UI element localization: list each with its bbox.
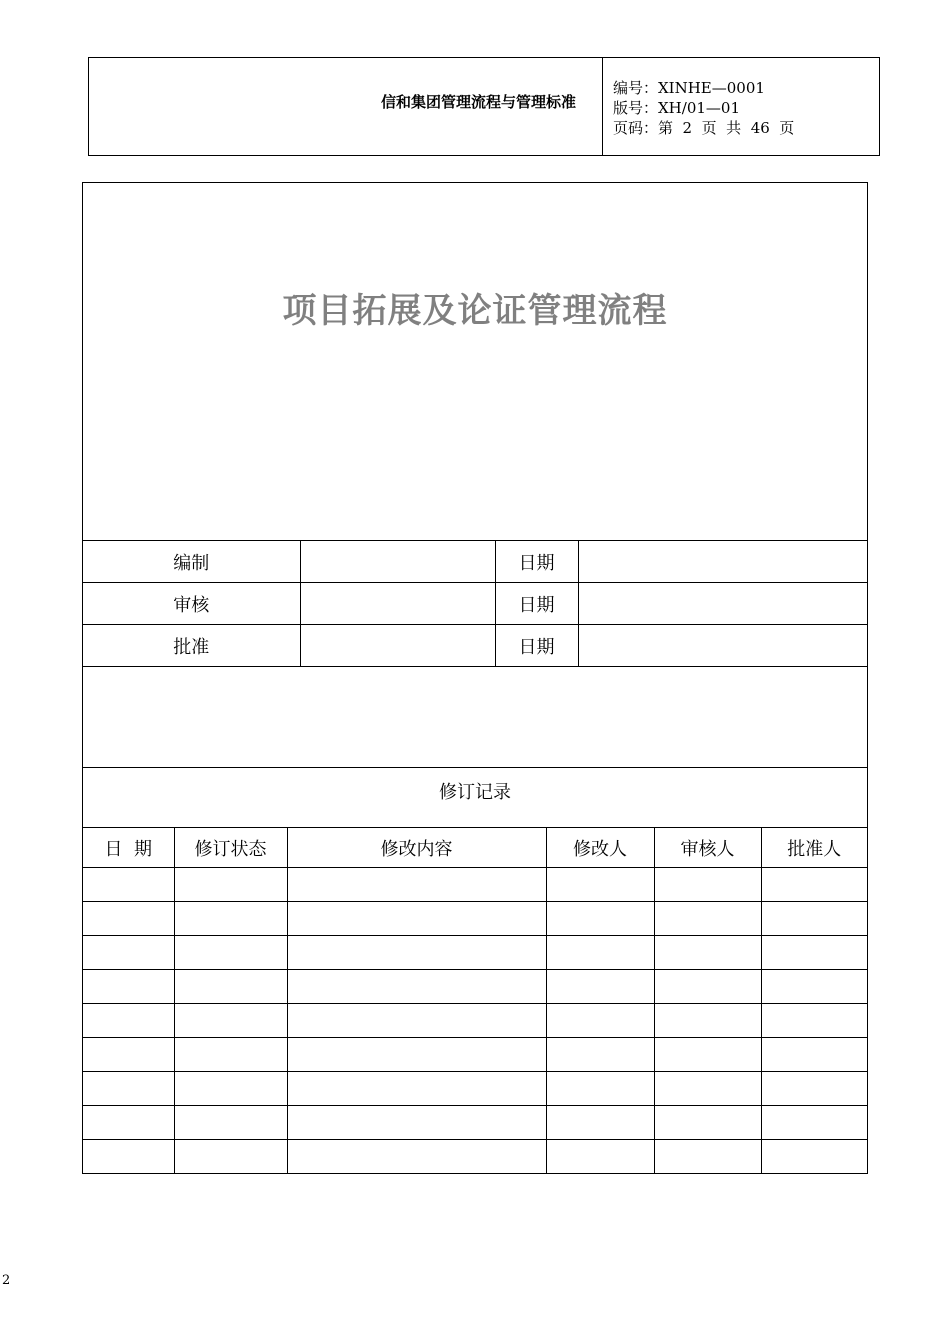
table-row — [83, 936, 867, 970]
table-cell[interactable] — [174, 868, 287, 902]
column-header: 批准人 — [761, 828, 867, 868]
table-cell[interactable] — [287, 936, 546, 970]
table-row — [83, 902, 867, 936]
table-cell[interactable] — [83, 1004, 174, 1038]
table-cell[interactable] — [761, 1140, 867, 1174]
column-header: 修改内容 — [287, 828, 546, 868]
table-cell[interactable] — [174, 1106, 287, 1140]
table-cell[interactable] — [287, 1106, 546, 1140]
table-cell[interactable] — [83, 1140, 174, 1174]
table-cell[interactable] — [546, 936, 654, 970]
header-title-cell — [89, 58, 603, 155]
page-number: 2 — [2, 1273, 11, 1288]
date-label: 日期 — [495, 541, 578, 583]
table-cell[interactable] — [761, 902, 867, 936]
signoff-row — [83, 583, 867, 625]
table-cell[interactable] — [654, 1106, 761, 1140]
signoff-table — [83, 541, 867, 667]
table-cell[interactable] — [83, 970, 174, 1004]
table-cell[interactable] — [83, 1106, 174, 1140]
table-cell[interactable] — [761, 1106, 867, 1140]
signoff-row — [83, 625, 867, 667]
table-row — [83, 970, 867, 1004]
column-header: 审核人 — [654, 828, 761, 868]
document-version: 版号：XH/01—01 — [613, 99, 740, 117]
document-body — [82, 182, 868, 1174]
table-cell[interactable] — [761, 1038, 867, 1072]
table-row — [83, 1038, 867, 1072]
signoff-value-cell[interactable] — [300, 625, 495, 667]
table-row — [83, 1004, 867, 1038]
table-cell[interactable] — [546, 1038, 654, 1072]
table-cell[interactable] — [287, 1038, 546, 1072]
table-cell[interactable] — [174, 936, 287, 970]
table-cell[interactable] — [174, 970, 287, 1004]
date-value-cell[interactable] — [578, 625, 867, 667]
table-cell[interactable] — [287, 868, 546, 902]
table-cell[interactable] — [174, 1140, 287, 1174]
table-cell[interactable] — [654, 1140, 761, 1174]
signoff-label: 批准 — [83, 625, 300, 667]
page-indicator: 页码：第 2 页 共 46 页 — [613, 119, 795, 137]
blank-section — [83, 667, 867, 768]
table-cell[interactable] — [83, 868, 174, 902]
table-cell[interactable] — [83, 1072, 174, 1106]
table-cell[interactable] — [761, 1004, 867, 1038]
signoff-value-cell[interactable] — [300, 583, 495, 625]
table-cell[interactable] — [287, 1140, 546, 1174]
table-cell[interactable] — [174, 1004, 287, 1038]
column-header: 修改人 — [546, 828, 654, 868]
date-label: 日期 — [495, 583, 578, 625]
table-row — [83, 1072, 867, 1106]
date-label: 日期 — [495, 625, 578, 667]
date-value-cell[interactable] — [578, 583, 867, 625]
table-cell[interactable] — [654, 1072, 761, 1106]
document-title: 项目拓展及论证管理流程 — [282, 291, 668, 331]
table-cell[interactable] — [654, 1004, 761, 1038]
table-cell[interactable] — [546, 1072, 654, 1106]
header-title: 信和集团管理流程与管理标准 — [380, 93, 576, 111]
table-cell[interactable] — [761, 970, 867, 1004]
date-value-cell[interactable] — [578, 541, 867, 583]
document-header — [88, 57, 880, 156]
table-cell[interactable] — [654, 1038, 761, 1072]
signoff-label: 审核 — [83, 583, 300, 625]
revision-heading: 修订记录 — [439, 782, 511, 803]
title-area — [83, 183, 867, 541]
table-cell[interactable] — [83, 902, 174, 936]
table-cell[interactable] — [761, 936, 867, 970]
table-cell[interactable] — [654, 868, 761, 902]
column-header: 日 期 — [83, 828, 174, 868]
table-cell[interactable] — [287, 1004, 546, 1038]
table-cell[interactable] — [761, 868, 867, 902]
table-row — [83, 1106, 867, 1140]
table-cell[interactable] — [654, 936, 761, 970]
table-cell[interactable] — [654, 902, 761, 936]
table-cell[interactable] — [546, 970, 654, 1004]
header-meta-cell — [603, 58, 879, 155]
table-cell[interactable] — [83, 1038, 174, 1072]
table-row — [83, 1140, 867, 1174]
table-cell[interactable] — [174, 902, 287, 936]
signoff-label: 编制 — [83, 541, 300, 583]
table-cell[interactable] — [546, 902, 654, 936]
revision-header-row — [83, 828, 867, 868]
table-cell[interactable] — [174, 1038, 287, 1072]
revision-table — [83, 827, 867, 1173]
table-cell[interactable] — [546, 1106, 654, 1140]
signoff-value-cell[interactable] — [300, 541, 495, 583]
table-cell[interactable] — [546, 868, 654, 902]
column-header: 修订状态 — [174, 828, 287, 868]
signoff-row — [83, 541, 867, 583]
table-row — [83, 868, 867, 902]
table-cell[interactable] — [287, 1072, 546, 1106]
table-cell[interactable] — [654, 970, 761, 1004]
table-cell[interactable] — [287, 902, 546, 936]
table-cell[interactable] — [546, 1140, 654, 1174]
table-cell[interactable] — [174, 1072, 287, 1106]
table-cell[interactable] — [83, 936, 174, 970]
table-cell[interactable] — [287, 970, 546, 1004]
table-cell[interactable] — [546, 1004, 654, 1038]
document-code: 编号：XINHE—0001 — [613, 79, 765, 97]
table-cell[interactable] — [761, 1072, 867, 1106]
